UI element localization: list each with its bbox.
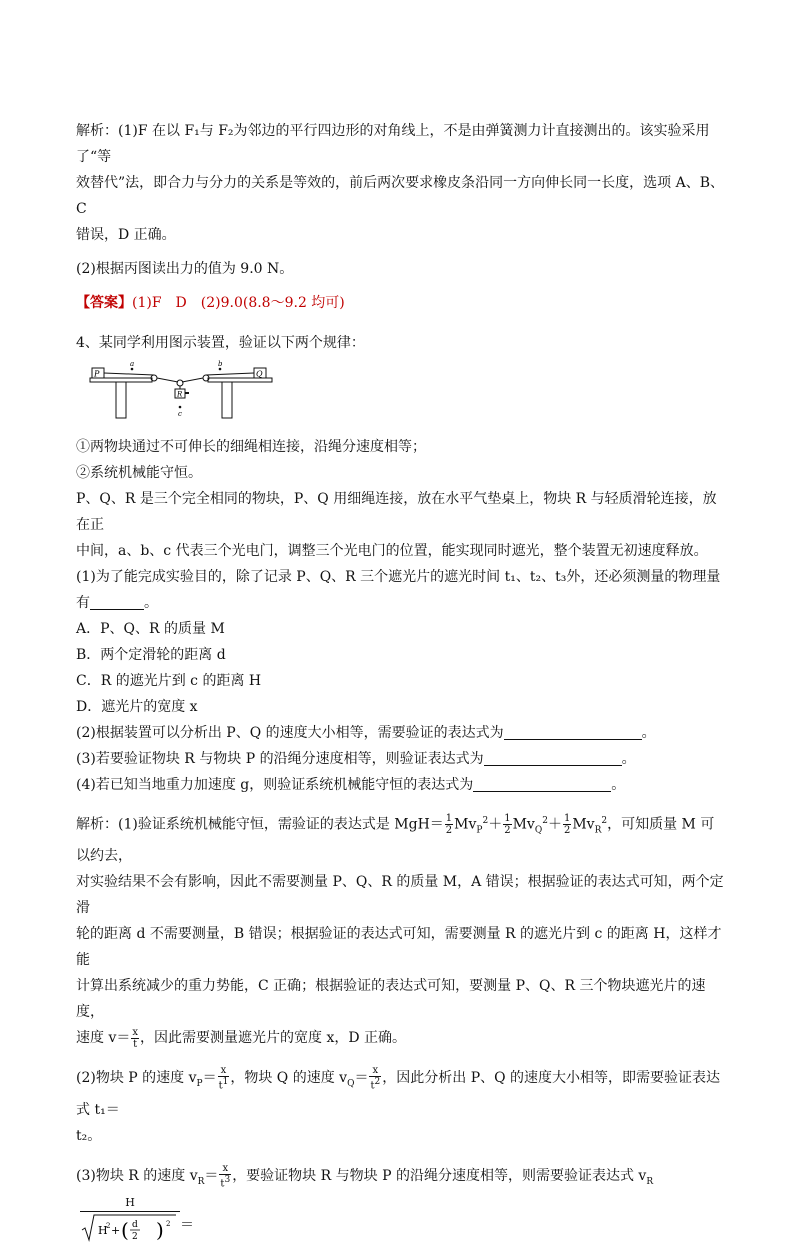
analysis4-line4: 计算出系统减少的重力势能，C 正确；根据验证的表达式可知，要测量 P、Q、R 三个物块遮光片的速度， [76, 978, 706, 1021]
desc-line1: P、Q、R 是三个完全相同的物块，P、Q 用细绳连接，放在水平气垫桌上，物块 R 与轻质滑轮连接，放在正 [76, 491, 717, 533]
label-p: P [94, 369, 100, 379]
label-b: b [218, 360, 223, 368]
analysis1-line1: 解析：(1)F 在以 F₁与 F₂为邻边的平行四边形的对角线上，不是由弹簧测力计直接测出的。该实验采用了“等 [76, 123, 710, 165]
analysis4-part2: (2)物块 P 的速度 $v_P=$ $\frac{x}{t^1}$ ，物块 Q 的速度 $v_Q=$ $\frac{x}{t^2}$ ，因此分析出 P、Q 的速度大小相等，即需要验证表达式 t₁＝ [76, 1065, 721, 1119]
formula-fraction: H H 2 + ( d 2 ) 2 [80, 1195, 180, 1256]
document-page [76, 118, 726, 1256]
question4-part2: (2)根据装置可以分析出 P、Q 的速度大小相等，需要验证的表达式为 。 [76, 725, 656, 741]
answer-body: (1)F D (2)9.0(8.8～9.2 均可) [132, 295, 345, 311]
question4-stem: 4、某同学利用图示装置，验证以下两个规律： [76, 335, 365, 351]
label-r: R [177, 390, 183, 399]
rule2: ②系统机械能守恒。 [76, 465, 202, 481]
analysis4-line2: 对实验结果不会有影响，因此不需要测量 P、Q、R 的质量 M，A 错误；根据验证的表达式可知，两个定滑 [76, 874, 724, 917]
answer-blank [90, 593, 144, 610]
apparatus-figure [82, 360, 726, 434]
question4-part3: (3)若要验证物块 R 与物块 P 的沿绳分速度相等，则验证表达式为 。 [76, 751, 636, 767]
label-c: c [178, 410, 182, 418]
option-a: A．P、Q、R 的质量 M [76, 621, 225, 637]
option-b: B．两个定滑轮的距离 d [76, 647, 226, 663]
analysis1-line3: 错误，D 正确。 [76, 227, 176, 243]
label-a: a [130, 360, 135, 368]
svg-text:(: ( [121, 1218, 129, 1243]
analysis4-line3: 轮的距离 d 不需要测量，B 错误；根据验证的表达式可知，需要测量 R 的遮光片到 c 的距离 H，这样才能 [76, 926, 722, 969]
answer-blank [473, 775, 611, 792]
analysis4-line1: 解析：(1)验证系统机械能守恒，需验证的表达式是 MgH＝ $\frac{1}{2}$ $Mv_P^2+$ $\frac{1}{2}$ $Mv_Q^2+$ $\frac{1}{2}$ $Mv_R^2$，可知质量 M 可以约去， [76, 813, 715, 865]
label-q: Q [256, 369, 263, 379]
desc-line2: 中间，a、b、c 代表三个光电门，调整三个光电门的位置，能实现同时遮光，整个装置无初速度释放。 [76, 543, 708, 559]
apparatus-diagram [82, 360, 282, 430]
svg-text:2: 2 [106, 1222, 111, 1231]
svg-text:+: + [111, 1224, 121, 1238]
svg-text:H: H [98, 1224, 108, 1238]
svg-text:): ) [156, 1218, 164, 1243]
rule1: ①两物块通过不可伸长的细绳相连接，沿绳分速度相等； [76, 439, 426, 455]
question4-part4: (4)若已知当地重力加速度 g，则验证系统机械能守恒的表达式为 。 [76, 777, 626, 793]
answer1 [76, 290, 726, 316]
svg-text:2: 2 [132, 1232, 138, 1243]
svg-text:2: 2 [166, 1220, 171, 1229]
svg-text:d: d [132, 1220, 138, 1231]
sqrt-expression [80, 1212, 180, 1244]
option-d: D．遮光片的宽度 x [76, 699, 198, 715]
analysis1-line4: (2)根据丙图读出力的值为 9.0 N。 [76, 261, 294, 277]
question4-part1: (1)为了能完成实验目的，除了记录 P、Q、R 三个遮光片的遮光时间 t₁、t₂、t₃外，还必须测量的物理量有 。 [76, 569, 721, 611]
analysis4-line5: 速度 v＝ $\frac{x}{t}$ ，因此需要测量遮光片的宽度 x，D 正确。 [76, 1026, 407, 1050]
analysis1-line2: 效替代”法，即合力与分力的关系是等效的，前后两次要求橡皮条沿同一方向伸长同一长度，选项 A、B、C [76, 175, 725, 217]
analysis4-part3: (3)物块 R 的速度 $v_R=$ $\frac{x}{t^3}$ ，要验证物块 R 与物块 P 的沿绳分速度相等，则需要验证表达式 $v_R$ H H 2 + ( d 2 ) 2 ＝ [76, 1163, 726, 1256]
option-c: C．R 的遮光片到 c 的距离 H [76, 673, 262, 689]
answer-tag: 【答案】 [76, 295, 132, 311]
answer-blank [504, 723, 642, 740]
analysis4-part2-end: t₂。 [76, 1128, 102, 1145]
answer-blank [484, 749, 622, 766]
